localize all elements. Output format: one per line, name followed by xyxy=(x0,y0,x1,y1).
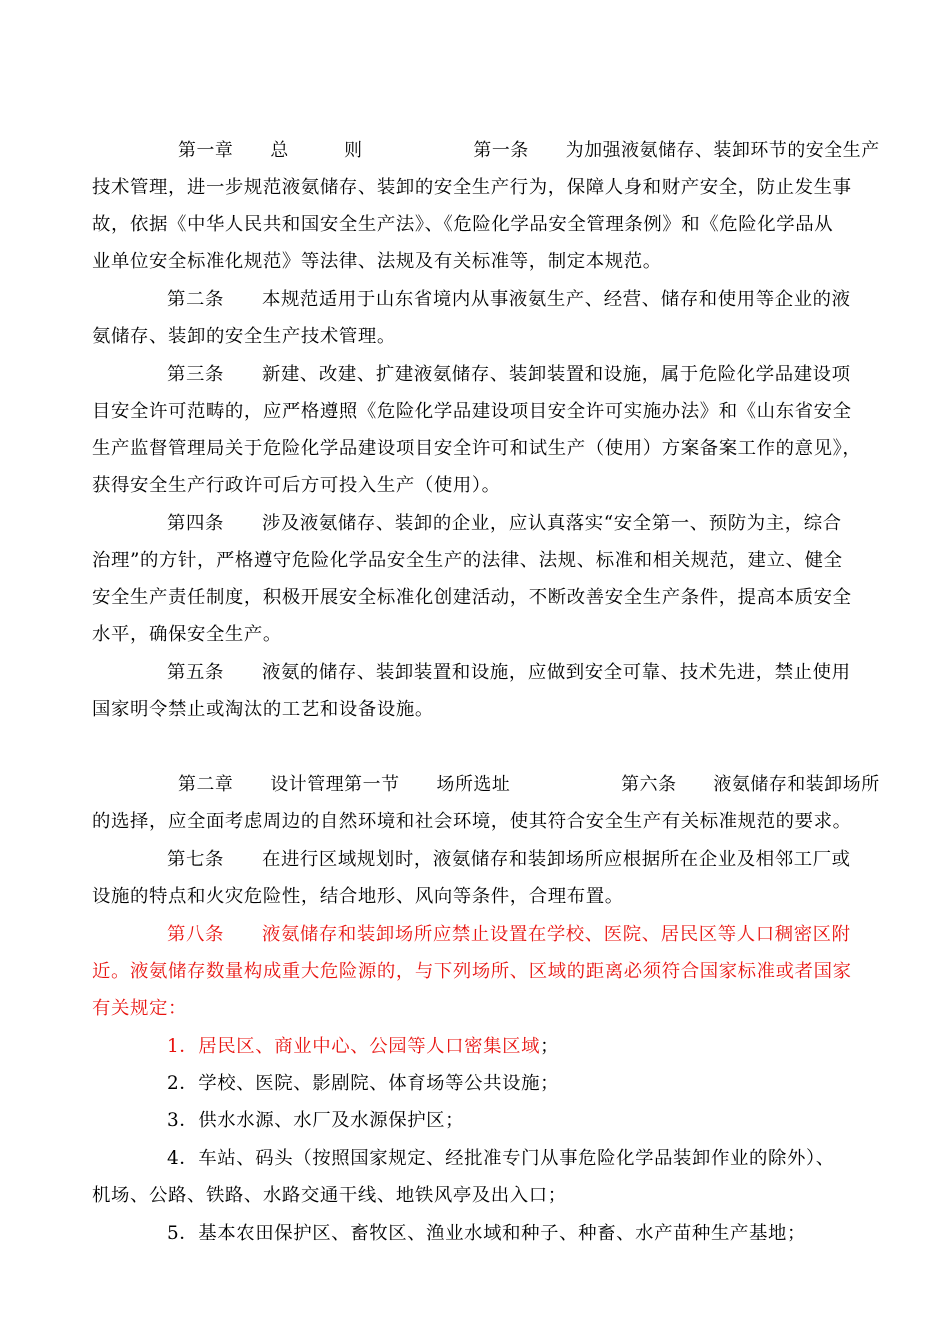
article-2-line: 第二条 本规范适用于山东省境内从事液氨生产、经营、储存和使用等企业的液 xyxy=(167,289,851,310)
text-line: 有关规定： xyxy=(92,998,187,1019)
chapter-1-heading-line: 第一章 总 则 第一条 为加强液氨储存、装卸环节的安全生产 xyxy=(178,140,880,161)
text-line: 业单位安全标准化规范》等法律、法规及有关标准等，制定本规范。 xyxy=(92,251,662,272)
text-line: 近。液氨储存数量构成重大危险源的，与下列场所、区域的距离必须符合国家标准或者国家 xyxy=(92,961,852,982)
text-line: 治理”的方针，严格遵守危险化学品安全生产的法律、法规、标准和相关规范，建立、健全 xyxy=(92,550,843,571)
text-line: 国家明令禁止或淘汰的工艺和设备设施。 xyxy=(92,699,434,720)
text-line: 水平，确保安全生产。 xyxy=(92,624,282,645)
article-5-line: 第五条 液氨的储存、装卸装置和设施，应做到安全可靠、技术先进，禁止使用 xyxy=(167,662,851,683)
text-line: 技术管理，进一步规范液氨储存、装卸的安全生产行为，保障人身和财产安全，防止发生事 xyxy=(92,177,852,198)
text-line: 的选择，应全面考虑周边的自然环境和社会环境，使其符合安全生产有关标准规范的要求。 xyxy=(92,811,852,832)
text-line: 设施的特点和火灾危险性，结合地形、风向等条件，合理布置。 xyxy=(92,886,624,907)
article-4-line: 第四条 涉及液氨储存、装卸的企业，应认真落实“安全第一、预防为主，综合 xyxy=(167,513,842,534)
list-item-5: 5．基本农田保护区、畜牧区、渔业水域和种子、种畜、水产苗种生产基地； xyxy=(167,1223,806,1244)
text-line: 目安全许可范畴的，应严格遵照《危险化学品建设项目安全许可实施办法》和《山东省安全 xyxy=(92,401,852,422)
list-item-4: 4．车站、码头（按照国家规定、经批准专门从事危险化学品装卸作业的除外）、 xyxy=(167,1148,835,1169)
text-line: 生产监督管理局关于危险化学品建设项目安全许可和试生产（使用）方案备案工作的意见》， xyxy=(92,438,862,459)
list-item-3: 3．供水水源、水厂及水源保护区； xyxy=(167,1110,465,1131)
text-line: 获得安全生产行政许可后方可投入生产（使用）。 xyxy=(92,475,501,496)
list-item-1-text: 1．居民区、商业中心、公园等人口密集区域 xyxy=(167,1036,541,1057)
list-item-2: 2．学校、医院、影剧院、体育场等公共设施； xyxy=(167,1073,560,1094)
article-3-line: 第三条 新建、改建、扩建液氨储存、装卸装置和设施，属于危险化学品建设项 xyxy=(167,364,851,385)
text-line: 氨储存、装卸的安全生产技术管理。 xyxy=(92,326,396,347)
text-line: 安全生产责任制度，积极开展安全标准化创建活动，不断改善安全生产条件，提高本质安全 xyxy=(92,587,852,608)
chapter-2-heading-line: 第二章 设计管理第一节 场所选址 第六条 液氨储存和装卸场所 xyxy=(178,774,880,795)
list-item-1 xyxy=(167,1035,559,1059)
text-line: 故，依据《中华人民共和国安全生产法》、《危险化学品安全管理条例》和《危险化学品从 xyxy=(92,214,834,235)
list-item-1-punctuation: ； xyxy=(540,1036,560,1057)
text-line: 机场、公路、铁路、水路交通干线、地铁风亭及出入口； xyxy=(92,1185,567,1206)
article-8-line: 第八条 液氨储存和装卸场所应禁止设置在学校、医院、居民区等人口稠密区附 xyxy=(167,924,851,945)
article-7-line: 第七条 在进行区域规划时，液氨储存和装卸场所应根据所在企业及相邻工厂或 xyxy=(167,849,851,870)
